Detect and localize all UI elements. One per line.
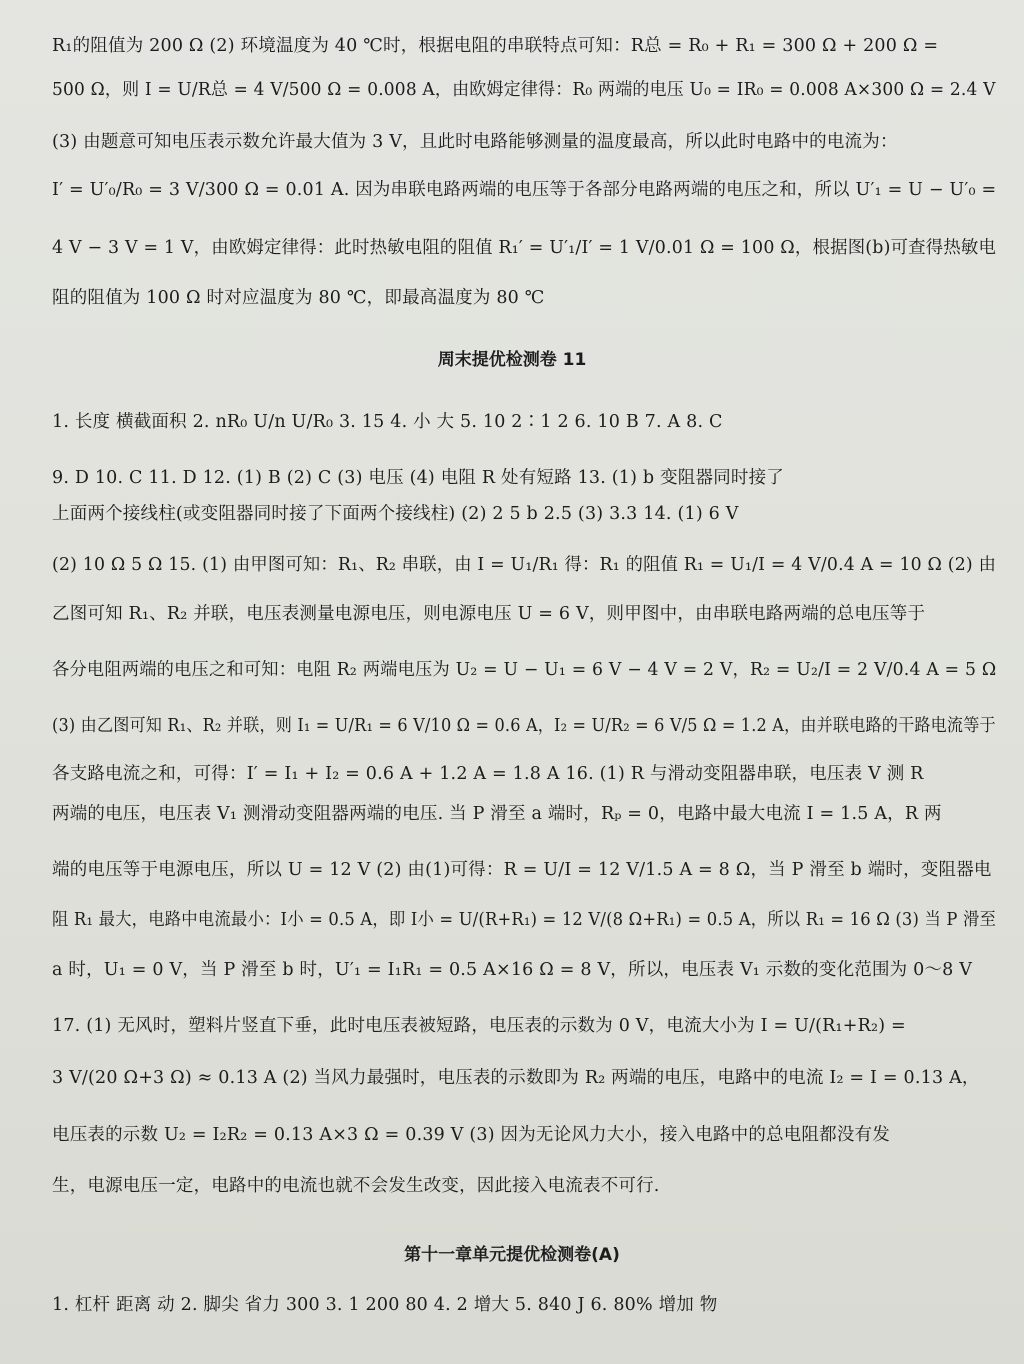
text-line: 各分电阻两端的电压之和可知：电阻 R₂ 两端电压为 U₂ = U − U₁ = 6 V − 4 V = 2 V，R₂ = U₂/I = 2 V/0.4 A = 5 Ω: [52, 660, 997, 680]
text-line: 1. 长度 横截面积 2. nR₀ U/n U/R₀ 3. 15 4. 小 大 5. 10 2∶1 2 6. 10 B 7. A 8. C: [52, 412, 723, 432]
text-line: 生，电源电压一定，电路中的电流也就不会发生改变，因此接入电流表不可行.: [52, 1176, 660, 1196]
text-line: 4 V − 3 V = 1 V，由欧姆定律得：此时热敏电阻的阻值 R₁′ = U′₁/I′ = 1 V/0.01 Ω = 100 Ω，根据图(b)可查得热敏电: [52, 238, 997, 258]
text-line: (3) 由题意可知电压表示数允许最大值为 3 V，且此时电路能够测量的温度最高，所以此时电路中的电流为：: [52, 132, 898, 152]
text-line: I′ = U′₀/R₀ = 3 V/300 Ω = 0.01 A. 因为串联电路两端的电压等于各部分电路两端的电压之和，所以 U′₁ = U − U′₀ =: [52, 180, 997, 200]
text-line: (3) 由乙图可知 R₁、R₂ 并联，则 I₁ = U/R₁ = 6 V/10 Ω = 0.6 A，I₂ = U/R₂ = 6 V/5 Ω = 1.2 A，由并联电路的干路电流等于: [52, 716, 996, 736]
text-line: 阻的阻值为 100 Ω 时对应温度为 80 ℃，即最高温度为 80 ℃: [52, 288, 545, 308]
text-line: R₁的阻值为 200 Ω (2) 环境温度为 40 ℃时，根据电阻的串联特点可知：R总 = R₀ + R₁ = 300 Ω + 200 Ω =: [52, 36, 939, 56]
text-line: 1. 杠杆 距离 动 2. 脚尖 省力 300 3. 1 200 80 4. 2 增大 5. 840 J 6. 80% 增加 物: [52, 1295, 718, 1315]
text-line: a 时，U₁ = 0 V，当 P 滑至 b 时，U′₁ = I₁R₁ = 0.5 A×16 Ω = 8 V，所以，电压表 V₁ 示数的变化范围为 0～8 V: [52, 960, 973, 980]
text-line: 9. D 10. C 11. D 12. (1) B (2) C (3) 电压 (4) 电阻 R 处有短路 13. (1) b 变阻器同时接了: [52, 468, 784, 488]
text-line: (2) 10 Ω 5 Ω 15. (1) 由甲图可知：R₁、R₂ 串联，由 I = U₁/R₁ 得：R₁ 的阻值 R₁ = U₁/I = 4 V/0.4 A = 10 Ω (2) 由: [52, 555, 997, 575]
text-line: 阻 R₁ 最大，电路中电流最小：I小 = 0.5 A，即 I小 = U/(R+R₁) = 12 V/(8 Ω+R₁) = 0.5 A，所以 R₁ = 16 Ω (3) 当 P 滑至: [52, 910, 997, 930]
text-line: 两端的电压，电压表 V₁ 测滑动变阻器两端的电压. 当 P 滑至 a 端时，Rₚ = 0，电路中最大电流 I = 1.5 A，R 两: [52, 804, 942, 824]
text-line: 上面两个接线柱(或变阻器同时接了下面两个接线柱) (2) 2 5 b 2.5 (3) 3.3 14. (1) 6 V: [52, 504, 739, 524]
text-line: 500 Ω，则 I = U/R总 = 4 V/500 Ω = 0.008 A，由欧姆定律得：R₀ 两端的电压 U₀ = IR₀ = 0.008 A×300 Ω = 2.4 V: [52, 80, 996, 100]
section-title: 周末提优检测卷 11: [437, 350, 587, 370]
text-line: 各支路电流之和，可得：I′ = I₁ + I₂ = 0.6 A + 1.2 A = 1.8 A 16. (1) R 与滑动变阻器串联，电压表 V 测 R: [52, 764, 924, 784]
text-line: 3 V/(20 Ω+3 Ω) ≈ 0.13 A (2) 当风力最强时，电压表的示数即为 R₂ 两端的电压，电路中的电流 I₂ = I = 0.13 A，: [52, 1068, 980, 1088]
text-line: 端的电压等于电源电压，所以 U = 12 V (2) 由(1)可得：R = U/I = 12 V/1.5 A = 8 Ω，当 P 滑至 b 端时，变阻器电: [52, 860, 992, 880]
text-line: 17. (1) 无风时，塑料片竖直下垂，此时电压表被短路，电压表的示数为 0 V，电流大小为 I = U/(R₁+R₂) =: [52, 1016, 906, 1036]
text-line: 乙图可知 R₁、R₂ 并联，电压表测量电源电压，则电源电压 U = 6 V，则甲图中，由串联电路两端的总电压等于: [52, 604, 926, 624]
text-line: 电压表的示数 U₂ = I₂R₂ = 0.13 A×3 Ω = 0.39 V (3) 因为无论风力大小，接入电路中的总电阻都没有发: [52, 1125, 890, 1145]
section-title: 第十一章单元提优检测卷(A): [404, 1245, 620, 1265]
